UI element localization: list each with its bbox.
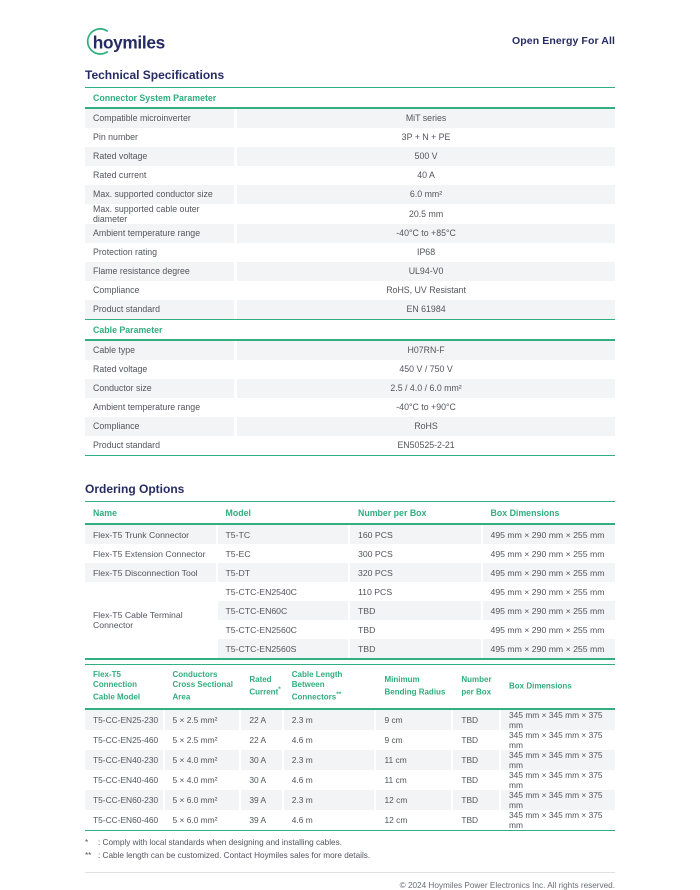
cell-name: Flex-T5 Trunk Connector [85, 525, 218, 544]
cell-model: T5-CC-EN60-460 [85, 810, 165, 830]
footer-divider [85, 872, 615, 873]
cell-model: T5-CC-EN60-230 [85, 790, 165, 810]
cell-model: T5-EC [218, 544, 351, 563]
cell-dims: 345 mm × 345 mm × 375 mm [509, 769, 603, 790]
spec-row [85, 166, 615, 185]
ordering-table2-header [85, 665, 615, 708]
spec-value: -40°C to +90°C [396, 402, 456, 412]
cell-per-box: 160 PCS [350, 525, 483, 544]
spec-label: Rated current [85, 166, 237, 185]
cell-dims: 345 mm × 345 mm × 375 mm [509, 729, 603, 750]
ordering-table1-header [85, 502, 615, 523]
cell-per-box: TBD [350, 639, 483, 658]
page-header [85, 24, 615, 58]
cell-per-box: TBD [453, 750, 501, 770]
spec-value: UL94-V0 [237, 262, 615, 281]
cell-model: T5-CTC-EN2540C [218, 582, 351, 601]
table-row [85, 810, 615, 830]
table-row [85, 750, 615, 770]
table-row [85, 525, 615, 544]
cell-dims: 495 mm × 290 mm × 255 mm [483, 525, 616, 544]
spec-label: Product standard [85, 300, 237, 319]
tagline: Open Energy For All [511, 35, 615, 47]
table-row [85, 770, 615, 790]
cell-model: T5-CTC-EN2560S [218, 639, 351, 658]
cell-radius: 11 cm [376, 770, 453, 790]
cell-radius: 12 cm [376, 810, 453, 830]
cell-current: 30 A [241, 750, 283, 770]
spec-value: RoHS [237, 417, 615, 436]
spec-value: 6.0 mm² [237, 185, 615, 204]
ordering-table2-body [85, 710, 615, 830]
footnote [85, 850, 615, 863]
col-header-box-dimensions: Box Dimensions [490, 507, 560, 518]
spec-label: Rated voltage [85, 147, 237, 166]
cell-area: 5 × 2.5 mm² [165, 730, 242, 750]
spec-row [85, 341, 615, 360]
col-header-name: Name [85, 502, 218, 523]
cell-name: Flex-T5 Disconnection Tool [85, 563, 218, 582]
connector-param-table [85, 109, 615, 319]
cell-per-box: TBD [453, 810, 501, 830]
cell-dims: 495 mm × 290 mm × 255 mm [490, 624, 605, 635]
table-row [85, 582, 615, 601]
table-row [85, 790, 615, 810]
cell-model: T5-CC-EN25-460 [85, 730, 165, 750]
divider [85, 455, 615, 457]
divider [85, 830, 615, 832]
spec-row [85, 360, 615, 379]
spec-label: Rated voltage [85, 360, 237, 379]
spec-value: EN 61984 [237, 300, 615, 319]
cell-per-box: TBD [453, 770, 501, 790]
spec-row [85, 204, 615, 224]
footnote-text: : Comply with local standards when designing and installing cables. [98, 838, 342, 848]
spec-label: Protection rating [85, 243, 237, 262]
cell-per-box: TBD [453, 730, 501, 750]
spec-row [85, 398, 615, 417]
spec-row [85, 109, 615, 128]
cell-dims: 345 mm × 345 mm × 375 mm [509, 809, 603, 830]
cell-model: T5-CC-EN25-230 [85, 710, 165, 730]
cell-length: 2.3 m [284, 750, 377, 770]
ordering-options-title: Ordering Options [85, 482, 615, 502]
cell-per-box: TBD [453, 790, 501, 810]
connector-param-heading: Connector System Parameter [93, 93, 217, 103]
cell-radius: 11 cm [376, 750, 453, 770]
footnote-marker: ** [85, 851, 92, 861]
spec-row [85, 185, 615, 204]
cell-area: 5 × 4.0 mm² [165, 750, 242, 770]
table-row [85, 544, 615, 563]
cell-group-name: Flex-T5 Cable Terminal Connector [85, 582, 218, 658]
cell-length: 2.3 m [284, 710, 377, 730]
cell-name: Flex-T5 Extension Connector [85, 544, 218, 563]
spec-label: Max. supported cable outer diameter [85, 204, 237, 224]
spec-value: 20.5 mm [408, 208, 444, 219]
spec-label: Product standard [85, 436, 237, 455]
col-header-cable-model: Flex-T5 Connection Cable Model [85, 665, 165, 708]
spec-value: H07RN-F [237, 341, 615, 360]
footnote [85, 837, 615, 850]
spec-value: 40 A [417, 170, 435, 180]
cell-area: 5 × 2.5 mm² [165, 710, 242, 730]
header-row [85, 502, 615, 523]
footnote-marker: * [85, 838, 89, 848]
spec-row [85, 379, 615, 398]
cell-length: 2.3 m [284, 790, 377, 810]
col-header-rated-current: Rated Current* [241, 665, 283, 708]
cell-per-box: 320 PCS [350, 563, 483, 582]
spec-label: Compliance [85, 417, 237, 436]
spec-label: Compliance [85, 281, 237, 300]
col-header-box-dimensions: Box Dimensions [509, 682, 572, 692]
spec-row [85, 417, 615, 436]
spec-label: Flame resistance degree [85, 262, 237, 281]
cell-current: 22 A [241, 710, 283, 730]
spec-row [85, 281, 615, 300]
spec-row [85, 300, 615, 319]
cell-model: T5-CTC-EN60C [218, 601, 351, 620]
hoymiles-logo [85, 24, 193, 58]
spec-label: Pin number [85, 128, 237, 147]
table-row [85, 710, 615, 730]
cell-radius: 12 cm [376, 790, 453, 810]
cell-current: 30 A [241, 770, 283, 790]
copyright-text: © 2024 Hoymiles Power Electronics Inc. All rights reserved. [399, 880, 615, 890]
cell-length: 4.6 m [284, 810, 377, 830]
cell-dims: 495 mm × 290 mm × 255 mm [483, 563, 616, 582]
cable-param-table [85, 341, 615, 455]
cell-per-box: TBD [453, 710, 501, 730]
cell-dims: 345 mm × 345 mm × 375 mm [501, 790, 615, 810]
footnotes [85, 837, 615, 862]
col-header-bending-radius: Minimum Bending Radius [376, 665, 453, 708]
cell-model: T5-DT [218, 563, 351, 582]
cell-current: 39 A [241, 790, 283, 810]
cell-per-box: TBD [350, 620, 483, 639]
footnote-text: : Cable length can be customized. Contact Hoymiles sales for more details. [98, 851, 371, 861]
tech-specs-title: Technical Specifications [85, 68, 615, 88]
cell-radius: 9 cm [376, 730, 453, 750]
col-header-cross-sectional-area: Conductors Cross Sectional Area [165, 665, 242, 708]
spec-label: Ambient temperature range [85, 398, 237, 417]
cell-per-box: TBD [350, 601, 483, 620]
spec-label: Compatible microinverter [85, 109, 237, 128]
col-header-number-per-box: Number per Box [350, 502, 483, 523]
spec-value: MiT series [237, 109, 615, 128]
table-row [85, 730, 615, 750]
cell-model: T5-CC-EN40-460 [85, 770, 165, 790]
cell-dims: 495 mm × 290 mm × 255 mm [483, 601, 616, 620]
cell-model: T5-CTC-EN2560C [218, 620, 351, 639]
spec-row [85, 243, 615, 262]
cell-current: 22 A [241, 730, 283, 750]
spec-row [85, 436, 615, 455]
table-row [85, 563, 615, 582]
logo-wordmark: hoymiles [92, 32, 165, 53]
cell-area: 5 × 6.0 mm² [165, 810, 242, 830]
spec-label: Conductor size [85, 379, 237, 398]
col-header-number-per-box: Number per Box [453, 665, 501, 708]
cell-length: 4.6 m [284, 730, 377, 750]
spec-value: 500 V [237, 147, 615, 166]
spec-value: IP68 [417, 247, 436, 257]
header-row [85, 665, 615, 708]
spec-value: 3P + N + PE [401, 132, 451, 142]
cell-dims: 495 mm × 290 mm × 255 mm [483, 639, 616, 658]
cell-per-box: 300 PCS [350, 544, 483, 563]
ordering-table1-body [85, 525, 615, 658]
cell-per-box: 110 PCS [350, 582, 483, 601]
col-header-model: Model [218, 502, 351, 523]
cell-dims: 495 mm × 290 mm × 255 mm [490, 586, 605, 597]
cell-dims: 495 mm × 290 mm × 255 mm [490, 548, 605, 559]
cable-param-heading: Cable Parameter [93, 325, 163, 335]
cell-dims: 345 mm × 345 mm × 375 mm [501, 710, 615, 730]
spec-value: 2.5 / 4.0 / 6.0 mm² [237, 379, 615, 398]
spec-row [85, 262, 615, 281]
col-header-cable-length: Cable Length Between Connectors** [284, 665, 377, 708]
cell-current: 39 A [241, 810, 283, 830]
cell-area: 5 × 6.0 mm² [165, 790, 242, 810]
cell-dims: 345 mm × 345 mm × 375 mm [501, 750, 615, 770]
spec-label: Max. supported conductor size [85, 185, 237, 204]
cell-model: T5-TC [218, 525, 351, 544]
spec-row [85, 224, 615, 243]
spec-value: 450 V / 750 V [399, 364, 453, 374]
spec-row [85, 128, 615, 147]
spec-label: Ambient temperature range [85, 224, 237, 243]
spec-row [85, 147, 615, 166]
cell-radius: 9 cm [376, 710, 453, 730]
spec-value: RoHS, UV Resistant [386, 285, 466, 295]
cell-length: 4.6 m [284, 770, 377, 790]
spec-label: Cable type [85, 341, 237, 360]
spec-value: -40°C to +85°C [237, 224, 615, 243]
cell-area: 5 × 4.0 mm² [165, 770, 242, 790]
spec-value: EN50525-2-21 [397, 440, 455, 450]
cell-model: T5-CC-EN40-230 [85, 750, 165, 770]
